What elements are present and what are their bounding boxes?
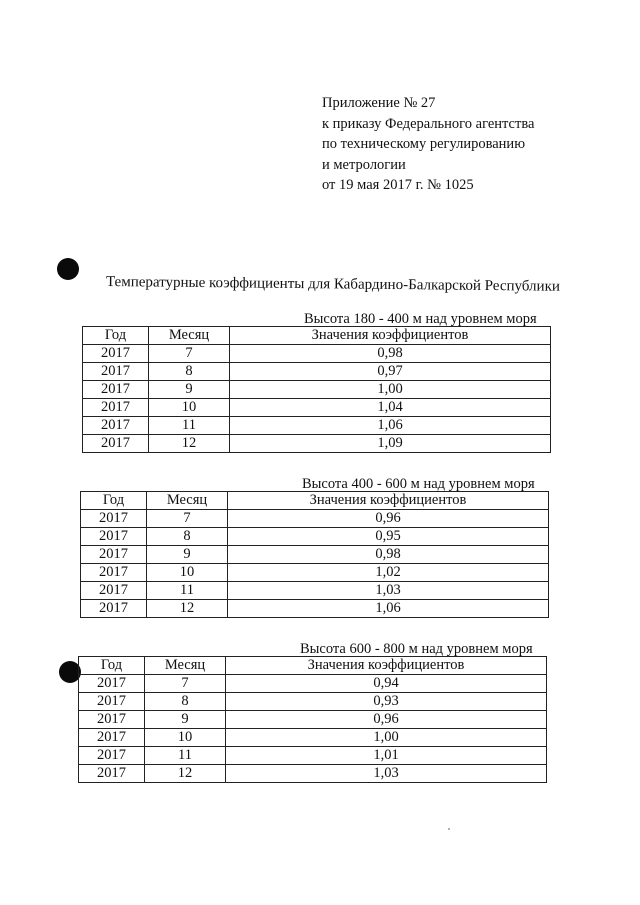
- cell-month: 11: [147, 582, 228, 600]
- cell-month: 12: [147, 600, 228, 618]
- cell-year: 2017: [83, 363, 149, 381]
- table-row: [79, 711, 547, 729]
- table-row: [81, 510, 549, 528]
- header-year: Год: [83, 327, 149, 345]
- cell-value: 0,98: [230, 345, 551, 363]
- page-title: Температурные коэффициенты для Кабардино-Балкарской Республики: [105, 274, 561, 295]
- cell-month: 9: [149, 381, 230, 399]
- cell-year: 2017: [81, 582, 147, 600]
- cell-month: 7: [145, 675, 226, 693]
- table-header-row: [81, 492, 549, 510]
- header-month: Месяц: [147, 492, 228, 510]
- cell-value: 1,03: [228, 582, 549, 600]
- table-row: [83, 363, 551, 381]
- coefficient-table: [82, 326, 551, 453]
- cell-month: 8: [147, 528, 228, 546]
- cell-year: 2017: [81, 546, 147, 564]
- cell-value: 0,94: [226, 675, 547, 693]
- header-value: Значения коэффициентов: [230, 327, 551, 345]
- header-year: Год: [81, 492, 147, 510]
- header-value: Значения коэффициентов: [228, 492, 549, 510]
- cell-value: 1,09: [230, 435, 551, 453]
- cell-year: 2017: [81, 510, 147, 528]
- cell-year: 2017: [79, 729, 145, 747]
- cell-month: 10: [145, 729, 226, 747]
- cell-month: 11: [145, 747, 226, 765]
- cell-value: 1,02: [228, 564, 549, 582]
- table-row: [79, 675, 547, 693]
- table-row: [83, 381, 551, 399]
- table-row: [79, 765, 547, 783]
- table-row: [79, 693, 547, 711]
- cell-year: 2017: [83, 399, 149, 417]
- cell-value: 0,96: [226, 711, 547, 729]
- appendix-number: Приложение № 27: [322, 95, 436, 111]
- cell-value: 1,04: [230, 399, 551, 417]
- table-row: [79, 729, 547, 747]
- table-row: [83, 345, 551, 363]
- cell-value: 1,00: [226, 729, 547, 747]
- cell-year: 2017: [79, 747, 145, 765]
- header-month: Месяц: [145, 657, 226, 675]
- appendix-agency-line: по техническому регулированию: [322, 136, 526, 152]
- coefficient-table: [78, 656, 547, 783]
- cell-value: 1,00: [230, 381, 551, 399]
- cell-year: 2017: [79, 675, 145, 693]
- table-row: [81, 564, 549, 582]
- table-header-row: [79, 657, 547, 675]
- cell-year: 2017: [83, 417, 149, 435]
- table-row: [83, 435, 551, 453]
- appendix-order-line: к приказу Федерального агентства: [322, 115, 535, 132]
- table-row: [83, 417, 551, 435]
- header-month: Месяц: [149, 327, 230, 345]
- punch-hole: [57, 258, 79, 280]
- cell-year: 2017: [83, 345, 149, 363]
- header-value: Значения коэффициентов: [226, 657, 547, 675]
- table-row: [81, 546, 549, 564]
- table-row: [81, 600, 549, 618]
- cell-value: 1,01: [226, 747, 547, 765]
- cell-year: 2017: [83, 435, 149, 453]
- cell-value: 1,03: [226, 765, 547, 783]
- appendix-header: [322, 93, 534, 196]
- cell-value: 0,95: [228, 528, 549, 546]
- table-caption: Высота 180 - 400 м над уровнем моря: [304, 311, 537, 327]
- cell-month: 10: [147, 564, 228, 582]
- cell-year: 2017: [79, 765, 145, 783]
- cell-year: 2017: [81, 528, 147, 546]
- cell-year: 2017: [83, 381, 149, 399]
- cell-month: 12: [145, 765, 226, 783]
- table-row: [81, 528, 549, 546]
- scan-speck: [448, 828, 450, 830]
- cell-month: 8: [149, 363, 230, 381]
- cell-value: 0,93: [226, 693, 547, 711]
- cell-year: 2017: [79, 711, 145, 729]
- cell-value: 1,06: [230, 417, 551, 435]
- cell-value: 1,06: [228, 600, 549, 618]
- coefficient-table: [80, 491, 549, 618]
- table-row: [83, 399, 551, 417]
- cell-year: 2017: [81, 600, 147, 618]
- cell-value: 0,98: [228, 546, 549, 564]
- table-row: [79, 747, 547, 765]
- cell-month: 11: [149, 417, 230, 435]
- cell-month: 8: [145, 693, 226, 711]
- appendix-agency-line-2: и метрологии: [322, 156, 406, 173]
- cell-month: 9: [145, 711, 226, 729]
- cell-value: 0,97: [230, 363, 551, 381]
- header-year: Год: [79, 657, 145, 675]
- cell-year: 2017: [79, 693, 145, 711]
- cell-month: 9: [147, 546, 228, 564]
- table-caption: Высота 600 - 800 м над уровнем моря: [300, 641, 533, 657]
- appendix-date: от 19 мая 2017 г. № 1025: [322, 177, 474, 193]
- cell-month: 7: [149, 345, 230, 363]
- cell-month: 10: [149, 399, 230, 417]
- cell-value: 0,96: [228, 510, 549, 528]
- table-row: [81, 582, 549, 600]
- table-header-row: [83, 327, 551, 345]
- cell-month: 7: [147, 510, 228, 528]
- cell-month: 12: [149, 435, 230, 453]
- cell-year: 2017: [81, 564, 147, 582]
- table-caption: Высота 400 - 600 м над уровнем моря: [302, 476, 535, 492]
